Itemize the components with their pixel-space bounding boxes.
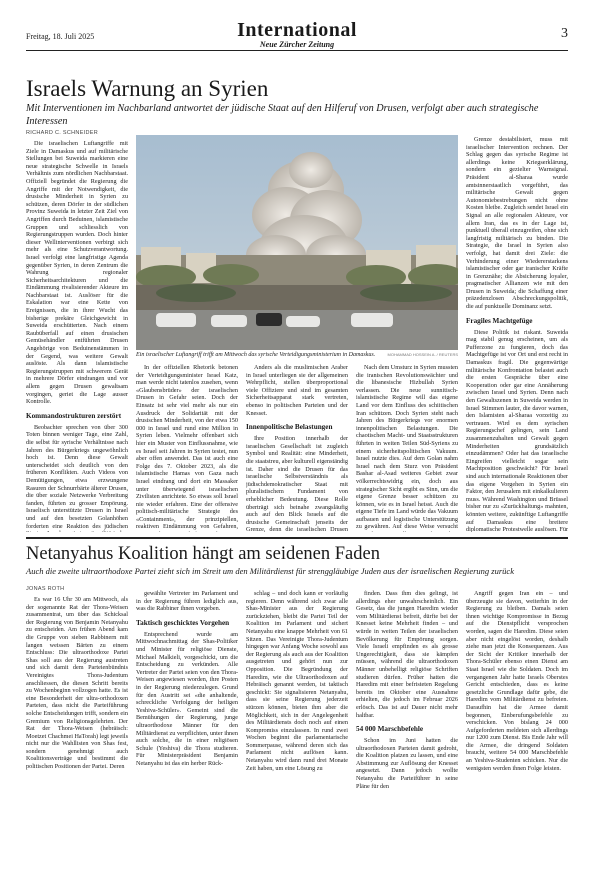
article-column-5 bbox=[466, 136, 568, 532]
section-subhead: Fragiles Machtgefüge bbox=[466, 316, 533, 325]
subheadline: Mit Interventionen im Nachbarland antwortet der jüdische Staat auf den Hilferuf von Drusen, verfolgt aber auch strategische Interessen bbox=[26, 103, 539, 127]
article2-column-1 bbox=[26, 596, 128, 866]
body-text: finden. Dass ihm dies gelingt, ist allerdings eher unwahrscheinlich. Ein Gesetz, das die jungen Haredim wieder vom Militärdienst befreit, dürfte bei der Knesset keine Mehrheit finden – und würde in weiten Teilen der israelischen Bevölkerung für Empörung sorgen. Viele Israeli empfinden es als grosse Ungerechtigkeit, dass sie kämpfen müssen, während die ultraorthodoxen Männer unbehelligt religiöse Schriften studieren dürfen. Früher hatten die Haredim mit einer befristeten Regelung bereits im Oktober eine Ausnahme erhielten, die jedoch im Februar 2026 erlösch. Das ist auf Dauer nicht mehr haltbar. bbox=[356, 590, 458, 719]
news-photo bbox=[136, 135, 458, 350]
page-header bbox=[26, 20, 568, 51]
body-text: Diese Politik ist riskant. Suweida mag stabil genug erscheinen, um als Pufferzone zu fungieren, doch das Machtgefüge ist vor Ort und erst recht in Damaskus fragil. Die gegenwärtige militärische Konfrontation belastet auch die ersten Gespräche über eine Kooperation oder gar eine Annäherung zwischen Israel und Syrien. Denn nach den Gewaltszenen in Suweida werden in Israel Stimmen lauter, die davor warnen, den Islamisten al-Sharaa vorzeitig zu vertrauen. Wird es dem syrischen Regierungschef gelingen, sein Land zusammenzuhalten und Gewalt gegen Minderheiten grundsätzlich einzudämmen? Oder hat das israelische Eingreifen vielleicht sogar sein Machtposition geschwächt? Für Israel sind auch internationale Reaktionen über das eigene Vorgehen in Syrien ein Faktor, den Jerusalem mit einkalkulieren muss. Während Washington und Brüssel bisher nur zu «Zurückhaltung» mahnten, könnten weitere, zukünftige Luftangriffe auf Damaskus eine breitere diplomatische Protestwelle auslösen. Für bbox=[466, 328, 568, 532]
article2-column-3 bbox=[246, 590, 348, 866]
article-column-4 bbox=[356, 364, 458, 532]
subheadline-2: Auch die zweite ultraorthodoxe Partei zieht sich im Streit um den Militärdienst für strenggläubige Juden aus der israelischen Regierung zurück bbox=[26, 566, 514, 576]
masthead: Neue Zürcher Zeitung bbox=[259, 40, 335, 49]
body-text: gewählte Vertreter im Parlament und in der Regierung führen lediglich aus, was die Rabbiner ihnen vorgeben. bbox=[136, 590, 238, 613]
article-divider bbox=[26, 537, 568, 539]
body-text: Angriff gegen Iran ein – und überzeugte sie davon, weiterhin in der Regierung zu bleiben. Damals seien ihnen wichtige Kompromisse in Bezug auf die Dienstpflicht versprochen worden, sagen die Haredim. Diese seien aber nicht eingelöst worden, deshalb ziehe man jetzt die Konsequenzen. Aus der Sicht der Kritiker innerhalb der Thora-Schüler ebenso einen Dienst am Staat Israel wie die Soldaten. Doch im vergangenen Jahr hatte Israels Oberstes Gericht entschieden, dass es keine gesetzliche Grundlage dafür gebe, die Haredim vom Militärdienst zu befreien. Daraufhin hat die Armee damit begonnen, Einberufungsbefehle zu verschicken. Von bislang 24 000 Aufgeforderten meldeten sich allerdings nur 1200 zum Dienst. Bis Ende Jahr will die Armee, die dringend Soldaten braucht, weitere 54 000 Marschbefehle an Yeshiva-Studenten schicken. Nur die wenigsten werden ihnen Folge leisten. bbox=[466, 590, 568, 772]
body-text: Anders als die muslimischen Araber in Israel unterliegen sie der allgemeinen Wehrpflicht, stellen überproportional viele Offiziere und sind im gesamten Sicherheitsapparat stark vertreten, ebenso in politischen Parteien und der Knesset. bbox=[246, 364, 348, 417]
section-subhead: Taktisch geschicktes Vorgehen bbox=[136, 618, 230, 627]
headline: Israels Warnung an Syrien bbox=[26, 76, 269, 101]
body-text: In der offiziellen Rhetorik betonen der Verteidigungsminister Israel Katz, man werde nicht tatenlos zusehen, wenn «Glaubensbrüder» der israelischen Drusen in Gefahr seien. Doch der Einsatz ist sehr viel mehr als nur ein Ausdruck der Solidarität mit der drusischen Minderheit, von der etwa 150 000 in Israel und rund eine Million in Syrien leben. Vielmehr offenbart sich hier ein Muster von Einflussnahme, wie es Israel seit Jahren in Syrien testet, nun aber offen anwendet. Das ist auch eine Folge des 7. Oktober 2023, als die islamistische Hamas von Gaza nach Israel eindrang und dort ein Massaker unter überwiegend israelischen Zivilisten anrichtete. So etwas soll Israel nie wieder erfahren. Eine der offensive politisch-militärische Strategie des «Containment», der prinzipiellen, reaktiven Eindämmung von Gefahren, bbox=[136, 364, 238, 531]
author-byline-2: JONAS ROTH bbox=[26, 586, 65, 592]
article2-column-2 bbox=[136, 590, 238, 866]
section-block bbox=[237, 19, 357, 49]
body-text: Es war 16 Uhr 30 am Mittwoch, als der sogenannte Rat der Thora-Weisen zusammentrat, um über das Schicksal der Regierung von Benjamin Netanyahu zu entscheiden. Am frühen Abend kam die Gruppe von sieben Rabbinern mit langen weissen Bärten zu einem Entschluss: Die ultraorthodoxe Partei Shas soll aus der Regierung austreten und sich damit dem Parteienbündnis Vereinigtes Thora-Judentum anschliessen, die diesen Schritt bereits zu Wochenbeginn vollzogen hatte. Es ist eine Besonderheit der ultra-orthodoxen Parteien, dass nicht die Parteiführung solche Entscheidungen trifft, sondern ein Gremium von Religionsgelehrten. Der Rat der Thora-Weisen (hebräisch: Moetzet Chachmei HaTorah) legt jeweils nicht nur die Wahllisten von Shas fest, sondern genehmigt auch Koalitionsverträge und bestimmt die politischen Positionen der Partei. Deren bbox=[26, 596, 128, 771]
body-text: Beobachter sprechen von über 300 Toten binnen weniger Tage, eine Zahl, die selbst für syrische Verhältnisse nach Jahren des Bürgerkriegs ungewöhnlich hoch ist. Denn diese Gewalt unterscheidet sich deutlich von den früheren Konflikten. Auch Videos von Demütigungen, etwa erzwungene Rasuren der Schnurrbärte älterer Drusen, die über soziale Netzwerke Verbreitung fanden, führten zu grosser Empörung. Israelisch unterstützte Drusen in Israel und auf den besetzten Golanhöhen forderten eine Reaktion des jüdischen bbox=[26, 423, 128, 530]
author-byline: RICHARD C. SCHNEIDER bbox=[26, 130, 99, 136]
article2-column-4 bbox=[356, 590, 458, 866]
body-text: Ihre Position innerhalb der israelischen Gesellschaft ist zugleich Symbol und Realität: eine Minderheit, die staatstreu, aber kulturell eigenständig ist. Daher sind die Drusen für das israelische Selbstverständnis als jüdischdemokratischer Staat mit pluralistischem Fundament von erheblicher Bedeutung. Diese Rolle überträgt sich beinahe zwangsläufig auch auf den Blick Israels auf die drusische Gemeinschaft jenseits der Grenze, denn die israelischen Drusen bbox=[246, 435, 348, 532]
body-text: Grenze destabilisiert, muss mit israelischer Intervention rechnen. Der Schlag gegen das syrische Regime ist allerdings keine Kriegserklärung, sondern ein gezielter Warnsignal. Präsident al-Sharaa wurde amtsinnerstaatlich vorgeführt, das militärische Gewalt gegen Autonomiebestrebungen nicht ohne Kosten bleibe. Zugleich sendet Israel ein Signal an alle regionalen Akteure, vor allem Iran, das es in der Lage ist, punktuell überall einzugreifen, ohne sich langfristig militärisch zu binden. Die Strategie, die Israel in Syrien also verfolgt, hat damit drei Ziele: die Verhinderung einer Wiedererstarkens islamistischer oder gar iranischer Kräfte in Grenznähe; die Absicherung loyaler, pragmatischer Allianzen wie mit den Drusen in Suweida; die Schaffung einer präzedenzlosen Abschreckungspolitik, die auf punktuelle Dominanz setzt. bbox=[466, 136, 568, 311]
airstrike-photo-illustration bbox=[136, 135, 458, 350]
article-column-1 bbox=[26, 140, 128, 532]
page-number: 3 bbox=[561, 26, 568, 41]
section-subhead: 54 000 Marschbefehle bbox=[356, 725, 424, 734]
photo-caption: Ein israelischer Luftangriff trifft am Mittwoch das syrische Verteidigungsministerium in Damaskus. bbox=[136, 352, 376, 358]
body-text: Entsprechend wurde am Mittwochnachmittag der Shas-Politiker und Minister für religiöse Dienste, Michael Malkieli, vorgeschickt, um die Entscheidung zu verkünden. Alle Vertreter der Partei seien von den Thora-Weisen angewiesen worden, ihre Posten in der Regierung niederzulegen. Grund für den Austritt sei «die anhaltende, schreckliche Verfolgung der heiligen Yeshiva-Schüler». Gemeint sind die Bemühungen der Regierung, junge ultraorthodoxe Männer für den Militärdienst zu verpflichten, unter ihnen auch solche, die in einer religiösen Schule (Yeshiva) die Thora studieren. Für Ministerpräsident Benjamin Netanyahu ist das ein herber Rück- bbox=[136, 630, 238, 767]
body-text: Die israelischen Luftangriffe mit Ziele in Damaskus und auf militärische Stellungen bei Suweida markieren eine neue strategische Schwelle in Israels Verhältnis zum nördlichen Nachbarstaat. Offiziell begründet die Regierung die Angriffe mit der Notwendigkeit, die drusische Minderheit in Syrien zu schützen, deren Dörfer in der südlichen Provinz Suweida in letzter Zeit Ziel von Angriffen durch Beduinen, islamistische Gruppen und schliesslich von Regierungstruppen wurden. Doch hinter dieser Wellinterventionen verbirgt sich mehr als eine Schutzverantwortung. Israel verfolgt eine langfristige Agenda gegenüber Syrien, in deren Zentrum die Wahrung regionaler Sicherheitsarchitekturen und die Eindämmung rivalisierender Akteure im Nachbarstaat ist. Auslöser für die Eskalation war eine Kette von Ereignissen, die in ihrer Wucht das bisherige prekäre Gleichgewicht in Suweida erschütterten. Nach einem Raubüberfall auf einen drusischen Gemüsehändler entführten Drusen Angehörige von Beduinenstämmen in der Gegend, was weitere Gewalt auslöste. Als dann islamistische Regierungstruppen mit schwerem Gerät in mehrere Dörfer eindrangen und vor allem gegen Drusen gewaltsam vorgingen, geriet die Lage ausser Kontrolle. bbox=[26, 140, 128, 406]
body-text: Nach dem Umsturz in Syrien mussten die iranischen Revolutionswächter und die libanesische Hizbullah Syrien verlassen. Die neue sunnitisch-islamistische Regime will das eigene Land vor dem Einfluss des schiitischen Iran schützen. Doch Syrien steht nach Jahren des Bürgerkriegs vor enormen innenpolitischen Belastungen. Die chaotischen Macht- und Staatsstrukturen führten in weiten Teilen Süd-Syriens zu einem sicherheitspolitischen Vakuum. Israel nutzte dies. Auf dem Golan nahm Israel nach dem Sturz von Präsident Bashar al-Asad weiteres Gebiet zwar völkerrechtswidrig ein, doch aus strategischer Sicht ergibt es Sinn, um die eigene Grenze besser schützen zu können, wie es in Israel heisst. Auch die eigene Tiefe im Land würde das Vakuum aufbauen und logistische Unterstützung zu gewähren. Auf diese Weise versucht bbox=[356, 364, 458, 531]
section-subhead: Kommandostrukturen zerstört bbox=[26, 411, 122, 420]
body-text: Schon im Juni hatten die ultraorthodoxen Parteien damit gedroht, die Koalition platzen zu lassen, und eine Abstimmung zur Auflösung der Knesset angesetzt. Dann jedoch wollte Netanyahu die Parteiführer in seine Pläne für den bbox=[356, 737, 458, 790]
issue-date: Freitag, 18. Juli 2025 bbox=[26, 32, 95, 41]
headline-2: Netanyahus Koalition hängt am seidenen Faden bbox=[26, 544, 380, 564]
article2-column-5 bbox=[466, 590, 568, 866]
section-title: International bbox=[237, 19, 357, 41]
article-column-3 bbox=[246, 364, 348, 532]
photo-credit: MOHAMMAD HOSSEIN A. / REUTERS bbox=[387, 352, 458, 357]
article-column-2 bbox=[136, 364, 238, 532]
body-text: schlag – und doch kann er vorläufig regieren. Denn während sich zwar alle Shas-Minister aus der Regierung zurückziehen, bleibt die Partei Teil der Koalition im Parlament und sichert Netanyahu eine knappe Mehrheit von 61 Sitzen. Das Vereinigte Thora-Judentum hingegen war Anfang Woche sowohl aus der Regierung als auch aus der Koalition ausgetreten und gehört nun zur Opposition. Die Begründung der Haredim, wie die Ultraorthodoxen auf Hebräisch genannt werden, ist taktisch geschickt: Sie signalisieren Netanyahu, dass sie seine Regierung jederzeit stürzen können, bieten ihm aber die Möglichkeit, sich in der Angelegenheit des Militärdiensts doch noch auf einen Kompromiss einzulassen. In rund zwei Wochen beginnt die parlamentarische Sommerpause, während deren sich das Parlament nicht auflösen kann. Netanyahu wird dann rund drei Monate Zeit haben, um eine Lösung zu bbox=[246, 590, 348, 772]
section-subhead: Innenpolitische Belastungen bbox=[246, 423, 333, 432]
